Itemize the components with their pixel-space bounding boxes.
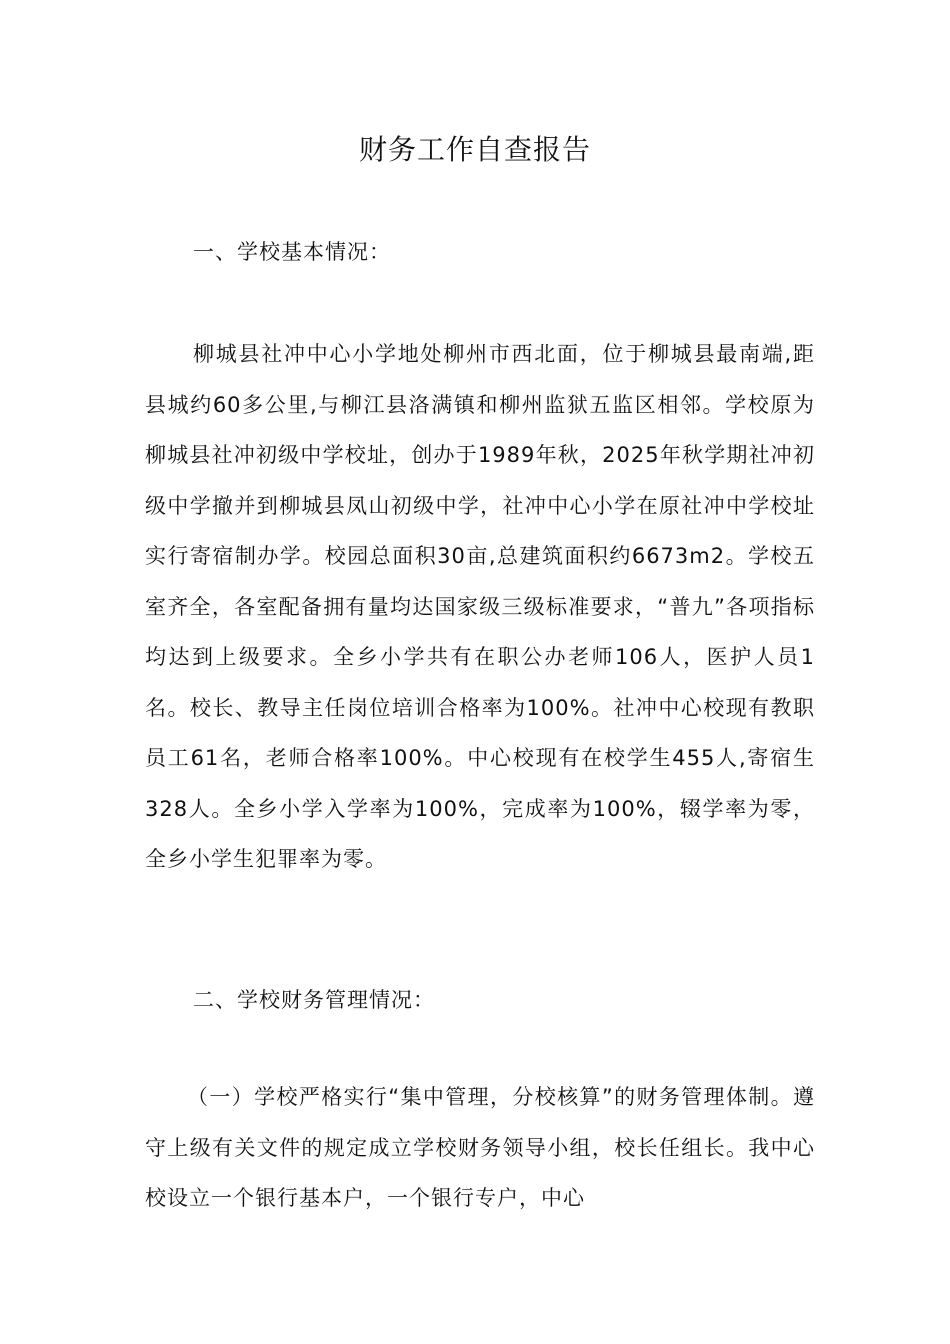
section-heading-basic-info: 一、学校基本情况： (193, 240, 391, 264)
document-title: 财务工作自查报告 (358, 133, 591, 166)
section-heading-finance-management: 二、学校财务管理情况： (193, 988, 435, 1012)
paragraph-basic-info: 柳城县社冲中心小学地处柳州市西北面，位于柳城县最南端,距县城约60多公里,与柳江县洛满镇和柳州监狱五监区相邻。学校原为柳城县社冲初级中学校址，创办于1989年秋，2025年秋学期社冲初级中学撤并到柳城县凤山初级中学，社冲中心小学在原社冲中学校址实行寄宿制办学。校园总面积30亩,总建筑面积约6673m2。学校五室齐全，各室配备拥有量均达国家级三级标准要求，“普九”各项指标均达到上级要求。全乡小学共有在职公办老师106人，医护人员1名。校长、教导主任岗位培训合格率为100%。社冲中心校现有教职员工61名，老师合格率100%。中心校现有在校学生455人,寄宿生328人。全乡小学入学率为100%，完成率为100%，辍学率为零，全乡小学生犯罪率为零。 (145, 342, 815, 871)
paragraph-finance-management: （一）学校严格实行“集中管理，分校核算”的财务管理体制。遵守上级有关文件的规定成立学校财务领导小组，校长任组长。我中心校设立一个银行基本户，一个银行专户，中心 (145, 1085, 815, 1210)
